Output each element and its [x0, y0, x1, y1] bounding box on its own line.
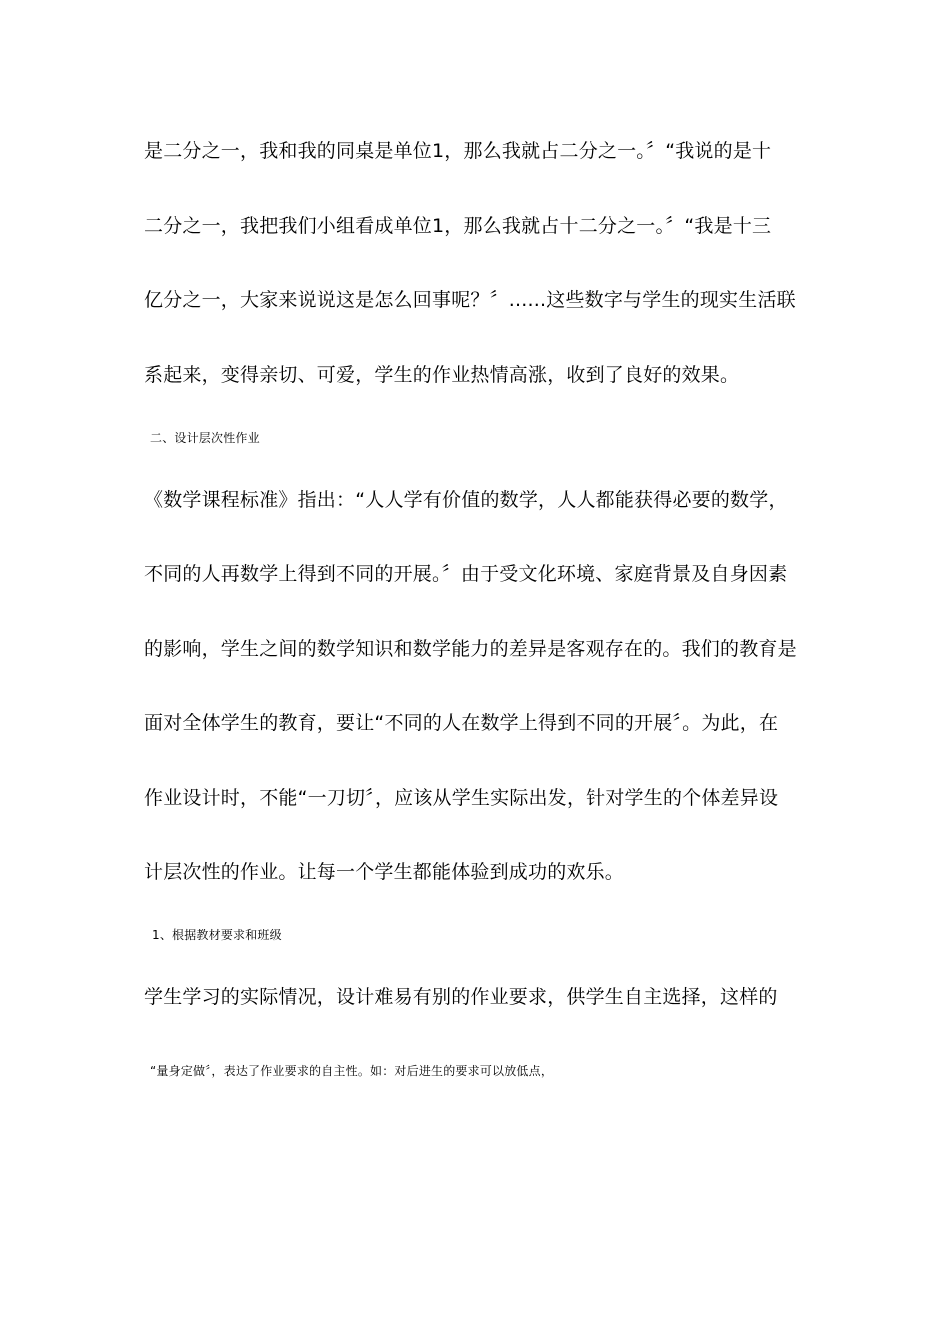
- paragraph-line-5: 《数学课程标准》指出：“人人学有价值的数学，人人都能获得必要的数学，: [144, 489, 788, 511]
- paragraph-line-10: 计层次性的作业。让每一个学生都能体验到成功的欢乐。: [144, 861, 625, 883]
- paragraph-line-7: 的影响，学生之间的数学知识和数学能力的差异是客观存在的。我们的教育是: [144, 638, 797, 660]
- paragraph-line-9: 作业设计时，不能“一刀切〞，应该从学生实际出发，针对学生的个体差异设: [144, 787, 779, 809]
- paragraph-line-8: 面对全体学生的教育，要让“不同的人在数学上得到不同的开展〞。为此，在: [144, 712, 779, 734]
- paragraph-line-1: 是二分之一，我和我的同桌是单位1，那么我就占二分之一。〞“我说的是十: [144, 140, 772, 162]
- paragraph-line-11: 学生学习的实际情况，设计难易有别的作业要求，供学生自主选择，这样的: [144, 986, 778, 1008]
- section-heading: 二、设计层次性作业: [150, 431, 260, 445]
- subsection-heading: 1、根据教材要求和班级: [152, 928, 282, 942]
- paragraph-line-12: “量身定做〞，表达了作业要求的自主性。如：对后进生的要求可以放低点，: [150, 1064, 554, 1078]
- paragraph-line-3: 亿分之一，大家来说说这是怎么回事呢？〞......这些数字与学生的现实生活联: [144, 289, 796, 311]
- paragraph-line-6: 不同的人再数学上得到不同的开展。〞由于受文化环境、家庭背景及自身因素: [144, 563, 788, 585]
- paragraph-line-2: 二分之一，我把我们小组看成单位1，那么我就占十二分之一。〞“我是十三: [144, 215, 772, 237]
- paragraph-line-4: 系起来，变得亲切、可爱，学生的作业热情高涨，收到了良好的效果。: [144, 364, 740, 386]
